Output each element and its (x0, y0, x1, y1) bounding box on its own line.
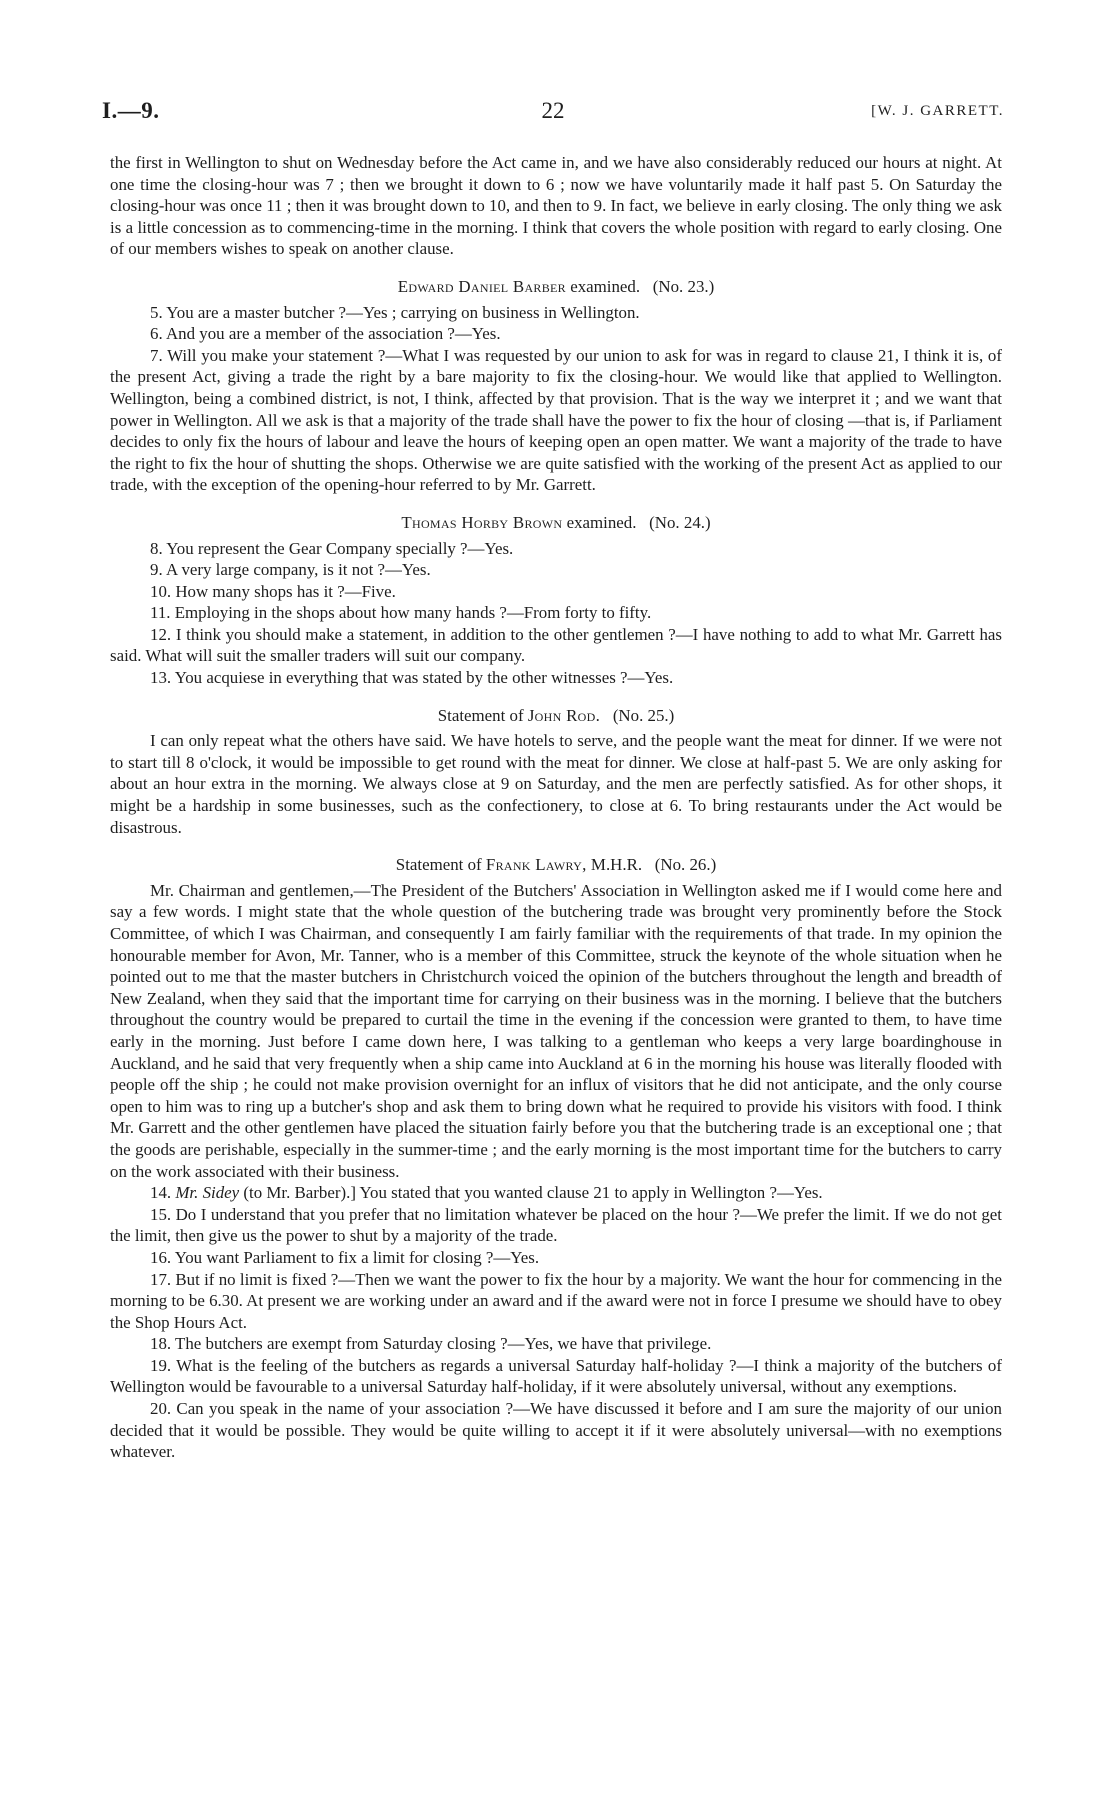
witness-number: (No. 23.) (652, 276, 715, 296)
statement-lawry: Mr. Chairman and gentlemen,—The President of the Butchers' Association in Wellington asked me if I would come here and say a few words. I might state that the whole question of the butchering trade was brought very prominently before the Stock Committee, of which I was Chairman, and consequently I am fairly familiar with the requirements of that trade. In my opinion the honourable member for Avon, Mr. Tanner, who is a member of this Committee, struck the keynote of the whole situation when he pointed out to me that the master butchers in Christchurch voiced the opinion of the butchers throughout the length and breadth of New Zealand, when they said that the important time for carrying on their business was in the morning. I believe that the butchers throughout the country would be prepared to curtail the time in the evening if the concession were granted to them, to have time early in the morning. Just before I came down here, I was talking to a gentleman who keeps a very large boardinghouse in Auckland, and he said that very frequently when a ship came into Auckland at 6 in the morning his house was literally flooded with people off the ship ; he could not make provision overnight for an influx of visitors that he did not anticipate, and the only course open to him was to ring up a butcher's shop and ask them to bring down what he required to provide his visitors with food. I think Mr. Garrett and the other gentlemen have placed the situation fairly before you that the butchering trade is an exceptional one ; that the goods are perishable, especially in the summer-time ; and the early morning is the most important time for the butchers to carry on the work associated with their business. (110, 880, 1002, 1181)
question-text: (to Mr. Barber).] You stated that you wanted clause 21 to apply in Wellington ?—Yes. (243, 1183, 823, 1203)
question-10: 10. How many shops has it ?—Five. (150, 581, 396, 601)
witness-name: Frank Lawry, (485, 855, 587, 875)
question-9: 9. A very large company, is it not ?—Yes. (150, 560, 431, 580)
question-17: 17. But if no limit is fixed ?—Then we want the power to fix the hour by a majority. We want the hour for commencing in the morning to be 6.30. At present we are working under an award and if the award were not in force I presume we should have to obey the Shop Hours Act. (110, 1269, 1002, 1332)
witness-name: Edward Daniel Barber (397, 276, 566, 296)
questioner-name: Mr. Sidey (175, 1183, 240, 1203)
question-14 (110, 1182, 1002, 1204)
parliamentary-paper-series: I.—9. (102, 98, 160, 123)
witness-heading-suffix: examined. (566, 512, 637, 532)
witness-heading-rod (110, 705, 1002, 727)
witness-heading-brown (110, 512, 1002, 534)
question-6: 6. And you are a member of the association ?—Yes. (150, 324, 501, 344)
page-header (102, 98, 1004, 132)
statement-rod: I can only repeat what the others have said. We have hotels to serve, and the people want the meat for dinner. If we were not to start till 8 o'clock, it would be impossible to get round with the meat for dinner. We close at half-past 5. We are only asking for about an hour extra in the morning. We always close at 9 on Saturday, and the men are perfectly satisfied. As for other shops, it might be a hardship in some businesses, such as the confectionery, to close at 6. To bring restaurants under the Act would be disastrous. (110, 731, 1002, 837)
statement-prefix: Statement of (395, 855, 482, 875)
question-15: 15. Do I understand that you prefer that no limitation whatever be placed on the hour ?—We prefer the limit. If we do not get the limit, then give us the power to shut by a majority of the trade. (110, 1204, 1002, 1246)
witness-heading-barber (110, 276, 1002, 298)
statement-prefix: Statement of (437, 705, 524, 725)
question-12: 12. I think you should make a statement, in addition to the other gentlemen ?—I have nothing to add to what Mr. Garrett has said. What will suit the smaller traders will suit our company. (110, 624, 1002, 666)
witness-name: Thomas Horby Brown (401, 512, 563, 532)
question-13: 13. You acquiese in everything that was stated by the other witnesses ?—Yes. (150, 668, 674, 688)
page-body (110, 152, 1002, 1463)
question-18: 18. The butchers are exempt from Saturday closing ?—Yes, we have that privilege. (150, 1334, 712, 1354)
question-19: 19. What is the feeling of the butchers as regards a universal Saturday half-holiday ?—I think a majority of the butchers of Wellington would be favourable to a universal Saturday half-holiday, if it were absolutely universal, without any exemptions. (110, 1355, 1002, 1397)
intro-paragraph: the first in Wellington to shut on Wednesday before the Act came in, and we have also considerably reduced our hours at night. At one time the closing-hour was 7 ; then we brought it down to 6 ; now we have voluntarily made it half past 5. On Saturday the closing-hour was once 11 ; then it was brought down to 10, and then to 9. In fact, we believe in early closing. The only thing we ask is a little concession as to commencing-time in the morning. I think that covers the whole position with regard to early closing. One of our members wishes to speak on another clause. (110, 153, 1002, 259)
running-head-witness: [W. J. GARRETT. (871, 103, 1004, 119)
witness-number: (No. 25.) (612, 705, 675, 725)
question-11: 11. Employing in the shops about how many hands ?—From forty to fifty. (150, 603, 652, 623)
question-5: 5. You are a master butcher ?—Yes ; carrying on business in Wellington. (150, 302, 640, 322)
witness-title: M.H.R. (590, 855, 643, 875)
witness-heading-suffix: examined. (570, 276, 641, 296)
witness-number: (No. 24.) (649, 512, 711, 532)
witness-number: (No. 26.) (654, 855, 717, 875)
page-number: 22 (541, 98, 565, 123)
question-8: 8. You represent the Gear Company specially ?—Yes. (150, 538, 514, 558)
question-16: 16. You want Parliament to fix a limit for closing ?—Yes. (150, 1247, 540, 1267)
question-20: 20. Can you speak in the name of your association ?—We have discussed it before and I am sure the majority of our union decided that it would be possible. They would be quite willing to accept it if it were absolutely universal—with no exemptions whatever. (110, 1399, 1002, 1462)
witness-heading-lawry (110, 854, 1002, 876)
witness-name: John Rod. (527, 705, 601, 725)
question-number: 14. (150, 1183, 172, 1203)
question-7: 7. Will you make your statement ?—What I was requested by our union to ask for was in regard to clause 21, I think it is, of the present Act, giving a trade the right by a bare majority to fix the closing-hour. We would like that applied to Wellington. Wellington, being a combined district, is not, I think, affected by that provision. That is the way we interpret it ; and we want that power in Wellington. All we ask is that a majority of the trade shall have the power to fix the hour of closing —that is, if Parliament decides to only fix the hours of labour and leave the hours of keeping open an open matter. We want a majority of the trade to have the right to fix the hour of shutting the shops. Otherwise we are quite satisfied with the working of the present Act as applied to our trade, with the exception of the opening-hour referred to by Mr. Garrett. (110, 345, 1002, 495)
